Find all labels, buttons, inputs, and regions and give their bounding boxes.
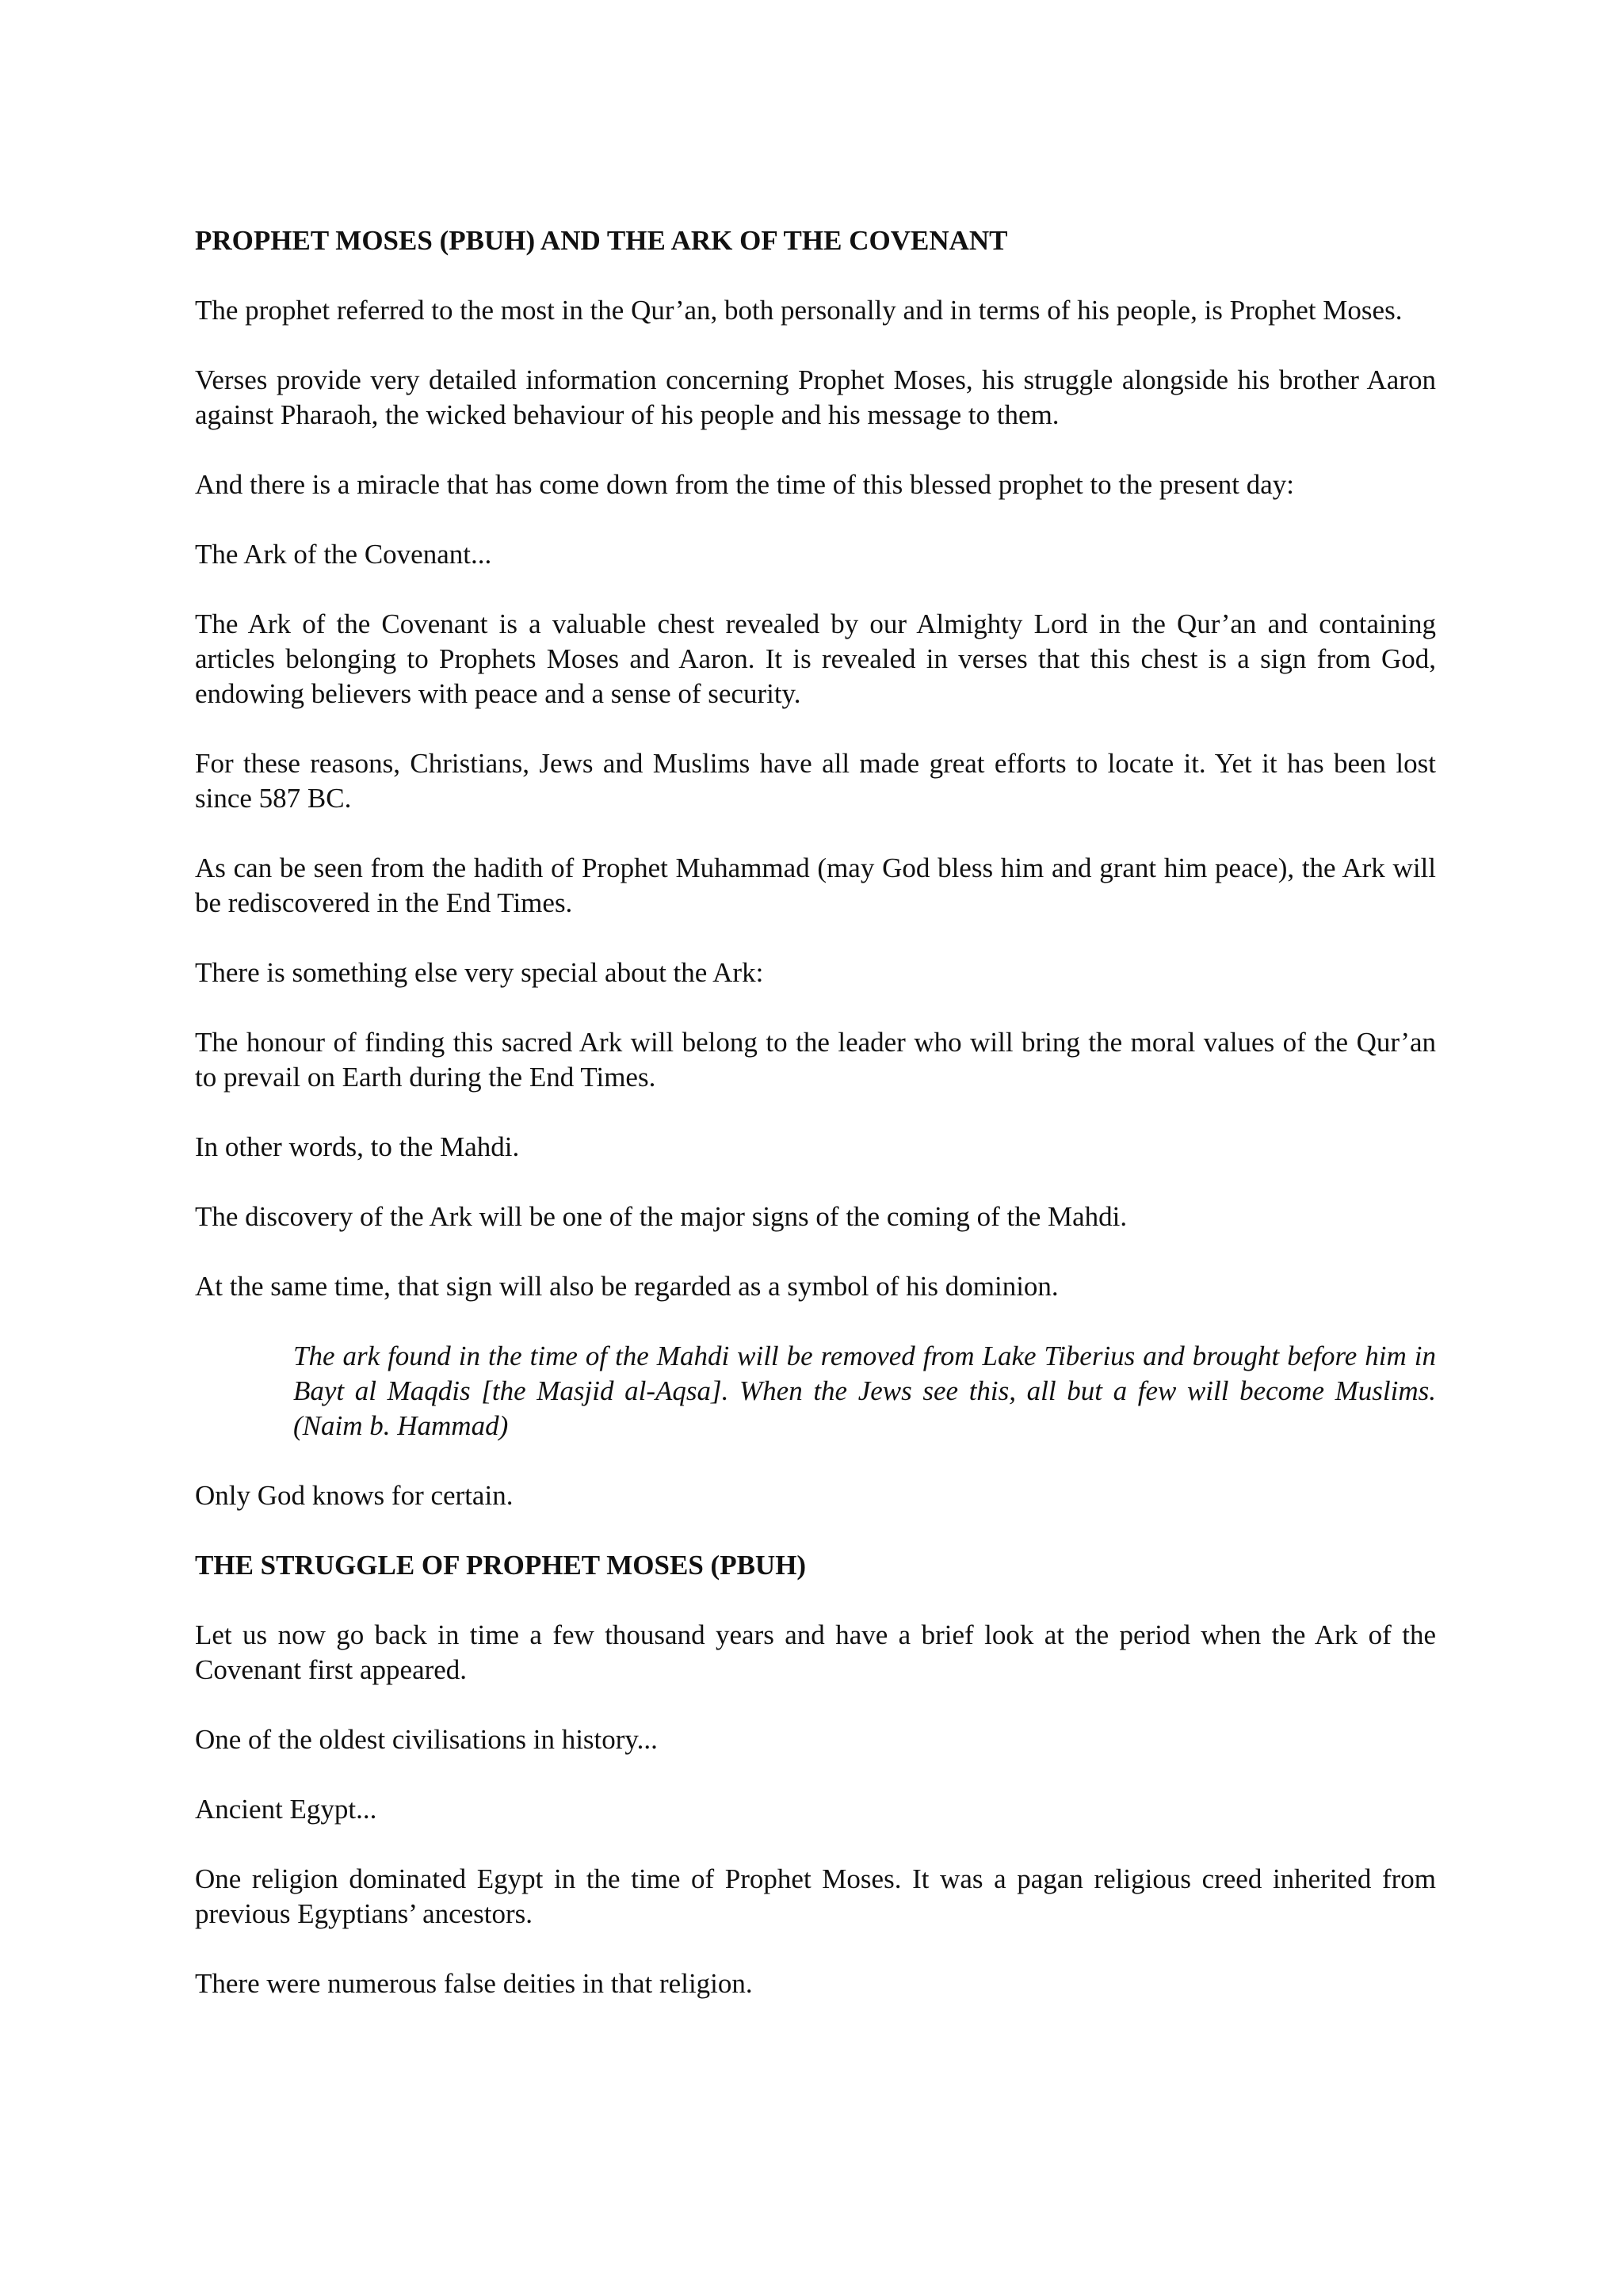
document-page [195, 223, 1436, 2036]
paragraph: At the same time, that sign will also be regarded as a symbol of his dominion. [195, 1271, 1059, 1302]
paragraph: The honour of finding this sacred Ark will belong to the leader who will bring the moral values of the Qur’an to prevail on Earth during the End Times. [195, 1027, 1436, 1093]
paragraph: Let us now go back in time a few thousand years and have a brief look at the period when the Ark of the Covenant first appeared. [195, 1619, 1436, 1685]
paragraph: Only God knows for certain. [195, 1480, 514, 1511]
paragraph: And there is a miracle that has come down from the time of this blessed prophet to the present day: [195, 469, 1294, 500]
paragraph: One of the oldest civilisations in history... [195, 1724, 658, 1755]
paragraph: There were numerous false deities in that religion. [195, 1968, 753, 1999]
paragraph: The prophet referred to the most in the Qur’an, both personally and in terms of his people, is Prophet Moses. [195, 295, 1403, 326]
paragraph: One religion dominated Egypt in the time of Prophet Moses. It was a pagan religious creed inherited from previous Egyptians’ ancestors. [195, 1863, 1436, 1929]
paragraph: Ancient Egypt... [195, 1794, 377, 1825]
paragraph: In other words, to the Mahdi. [195, 1131, 520, 1162]
paragraph: The Ark of the Covenant is a valuable chest revealed by our Almighty Lord in the Qur’an and containing articles belonging to Prophets Moses and Aaron. It is revealed in verses that this chest is a sign from God, endowing believers with peace and a sense of security. [195, 608, 1436, 709]
paragraph: As can be seen from the hadith of Prophet Muhammad (may God bless him and grant him peace), the Ark will be rediscovered in the End Times. [195, 852, 1436, 918]
paragraph: For these reasons, Christians, Jews and Muslims have all made great efforts to locate it. Yet it has been lost since 587 BC. [195, 748, 1436, 814]
paragraph: Verses provide very detailed information concerning Prophet Moses, his struggle alongside his brother Aaron against Pharaoh, the wicked behaviour of his people and his message to them. [195, 364, 1436, 430]
paragraph: There is something else very special about the Ark: [195, 957, 764, 988]
paragraph: The Ark of the Covenant... [195, 539, 492, 570]
paragraph: The discovery of the Ark will be one of the major signs of the coming of the Mahdi. [195, 1201, 1128, 1232]
section-heading-struggle: THE STRUGGLE OF PROPHET MOSES (PBUH) [195, 1550, 807, 1581]
hadith-quote: The ark found in the time of the Mahdi will be removed from Lake Tiberius and brought before him in Bayt al Maqdis [the Masjid al-Aqsa]. When the Jews see this, all but a few will become Muslims. (Naim b. Hammad) [293, 1341, 1436, 1441]
section-heading-ark: PROPHET MOSES (PBUH) AND THE ARK OF THE COVENANT [195, 225, 1008, 256]
